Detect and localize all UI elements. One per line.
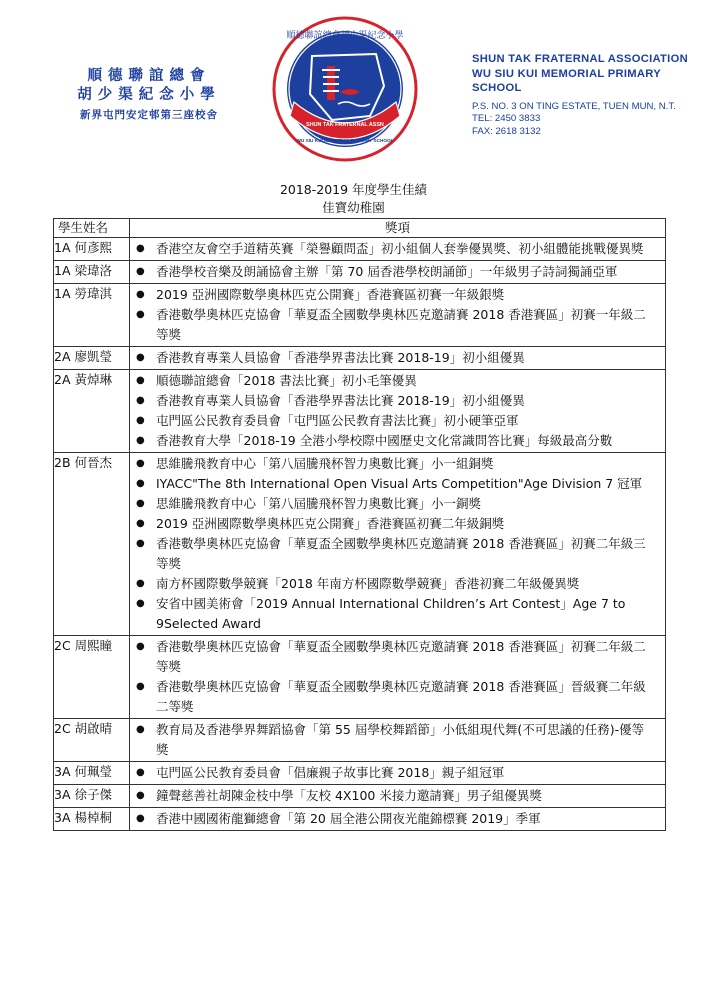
association-name-cn: 順德聯誼總會 <box>87 67 211 84</box>
document-title: 2018-2019 年度學生佳績 <box>279 182 428 197</box>
award-item: ● 香港學校音樂及朗誦協會主辦「第 70 屆香港學校朗誦節」一年級男子詩詞獨誦亞軍 <box>156 262 659 282</box>
award-item: ● 思維騰飛教育中心「第八屆騰飛杯智力奧數比賽」小一組銅獎 <box>156 454 659 474</box>
school-name-en: WU SIU KUI MEMORIAL PRIMARY SCHOOL <box>472 67 661 94</box>
table-row <box>54 453 666 636</box>
table-row <box>54 785 666 808</box>
award-item: ● 順德聯誼總會「2018 書法比賽」初小毛筆優異 <box>156 371 659 391</box>
awards-list <box>130 370 665 452</box>
school-logo <box>272 16 418 162</box>
table-row <box>54 370 666 453</box>
header-awards: 獎項 <box>130 219 666 238</box>
award-item: ● 香港教育專業人員協會「香港學界書法比賽 2018-19」初小組優異 <box>156 348 659 368</box>
awards-list <box>130 808 665 830</box>
logo-band-text-2: WU SIU KUI MEMORIAL PRIMARY SCHOOL <box>296 138 394 143</box>
award-item: ● 南方杯國際數學競賽「2018 年南方杯國際數學競賽」香港初賽二年級優異獎 <box>156 574 659 594</box>
awards-list <box>130 238 665 260</box>
award-item: ● 香港空友會空手道精英賽「榮譽顧問盃」初小組個人套拳優異獎、初小組體能挑戰優異獎 <box>156 239 659 259</box>
logo-ring-text: 順德聯誼總會胡少渠紀念小學 <box>286 31 404 41</box>
student-name: 1A 勞瑋淇 <box>54 284 130 347</box>
awards-cell <box>130 719 666 762</box>
awards-cell <box>130 785 666 808</box>
awards-cell <box>130 808 666 831</box>
student-name: 2A 黃焯琳 <box>54 370 130 453</box>
award-item: ● 香港數學奧林匹克協會「華夏盃全國數學奧林匹克邀請賽 2018 香港賽區」初賽二年級三等獎 <box>156 534 659 574</box>
awards-cell <box>130 636 666 719</box>
logo-band-text-1: SHUN TAK FRATERNAL ASSN <box>306 122 384 128</box>
awards-list <box>130 347 665 369</box>
awards-list <box>130 453 665 635</box>
awards-cell <box>130 238 666 261</box>
awards-list <box>130 284 665 346</box>
table-row <box>54 636 666 719</box>
award-item: ● 香港數學奧林匹克協會「華夏盃全國數學奧林匹克邀請賽 2018 香港賽區」初賽二年級二等獎 <box>156 637 659 677</box>
school-name-chinese <box>38 66 260 123</box>
award-item: ● 屯門區公民教育委員會「屯門區公民教育書法比賽」初小硬筆亞軍 <box>156 411 659 431</box>
award-item: ● 思維騰飛教育中心「第八屆騰飛杯智力奧數比賽」小一銅獎 <box>156 494 659 514</box>
awards-cell <box>130 284 666 347</box>
student-name: 3A 楊棹桐 <box>54 808 130 831</box>
award-item: ● 香港中國國術龍獅總會「第 20 屆全港公開夜光龍錦標賽 2019」季軍 <box>156 809 659 829</box>
award-item: ● IYACC"The 8th International Open Visual Arts Competition"Age Division 7 冠軍 <box>156 474 659 494</box>
table-row <box>54 719 666 762</box>
document-subtitle: 佳寶幼稚園 <box>322 200 385 215</box>
awards-table <box>53 218 666 831</box>
school-info-english <box>472 52 707 139</box>
award-item: ● 香港教育大學「2018-19 全港小學校際中國歷史文化常識問答比賽」每級最高分數 <box>156 431 659 451</box>
table-row <box>54 284 666 347</box>
awards-list <box>130 636 665 718</box>
awards-list <box>130 719 665 761</box>
award-item: ● 2019 亞洲國際數學奧林匹克公開賽」香港賽區初賽一年級銀獎 <box>156 285 659 305</box>
student-name: 1A 何彥熙 <box>54 238 130 261</box>
award-item: ● 安省中國美術會「2019 Annual International Children’s Art Contest」Age 7 to 9Selected Award <box>156 594 659 634</box>
table-row <box>54 238 666 261</box>
association-name-en: SHUN TAK FRATERNAL ASSOCIATION <box>472 53 688 65</box>
table-row <box>54 261 666 284</box>
student-name: 2A 廖凱瑩 <box>54 347 130 370</box>
awards-table-body <box>54 238 666 831</box>
awards-cell <box>130 370 666 453</box>
school-fax: FAX: 2618 3132 <box>472 126 541 138</box>
awards-cell <box>130 762 666 785</box>
school-name-cn: 胡少渠紀念小學 <box>77 86 221 103</box>
awards-list <box>130 785 665 807</box>
table-row <box>54 808 666 831</box>
awards-list <box>130 261 665 283</box>
student-name: 1A 梁瑋洛 <box>54 261 130 284</box>
awards-cell <box>130 347 666 370</box>
header-student-name: 學生姓名 <box>54 219 130 238</box>
award-item: ● 屯門區公民教育委員會「倡廉親子故事比賽 2018」親子組冠軍 <box>156 763 659 783</box>
student-name: 3A 徐子傑 <box>54 785 130 808</box>
school-telephone: TEL: 2450 3833 <box>472 113 541 125</box>
table-header-row <box>54 219 666 238</box>
table-row <box>54 347 666 370</box>
award-item: ● 2019 亞洲國際數學奧林匹克公開賽」香港賽區初賽二年級銅獎 <box>156 514 659 534</box>
student-name: 2B 何晉杰 <box>54 453 130 636</box>
award-item: ● 教育局及香港學界舞蹈協會「第 55 屆學校舞蹈節」小低組現代舞(不可思議的任務)-優等獎 <box>156 720 659 760</box>
table-row <box>54 762 666 785</box>
award-item: ● 香港數學奧林匹克協會「華夏盃全國數學奧林匹克邀請賽 2018 香港賽區」晉級賽二年級二等獎 <box>156 677 659 717</box>
school-address-en: P.S. NO. 3 ON TING ESTATE, TUEN MUN, N.T. <box>472 100 676 112</box>
awards-cell <box>130 261 666 284</box>
student-name: 3A 何珮瑩 <box>54 762 130 785</box>
awards-cell <box>130 453 666 636</box>
awards-list <box>130 762 665 784</box>
award-item: ● 香港教育專業人員協會「香港學界書法比賽 2018-19」初小組優異 <box>156 391 659 411</box>
letterhead <box>0 0 707 170</box>
award-item: ● 鐘聲慈善社胡陳金枝中學「友校 4X100 米接力邀請賽」男子組優異獎 <box>156 786 659 806</box>
campus-address-cn: 新界屯門安定邨第三座校舍 <box>80 109 218 121</box>
award-item: ● 香港數學奧林匹克協會「華夏盃全國數學奧林匹克邀請賽 2018 香港賽區」初賽一年級二等獎 <box>156 305 659 345</box>
student-name: 2C 周熙瞳 <box>54 636 130 719</box>
student-name: 2C 胡啟晴 <box>54 719 130 762</box>
